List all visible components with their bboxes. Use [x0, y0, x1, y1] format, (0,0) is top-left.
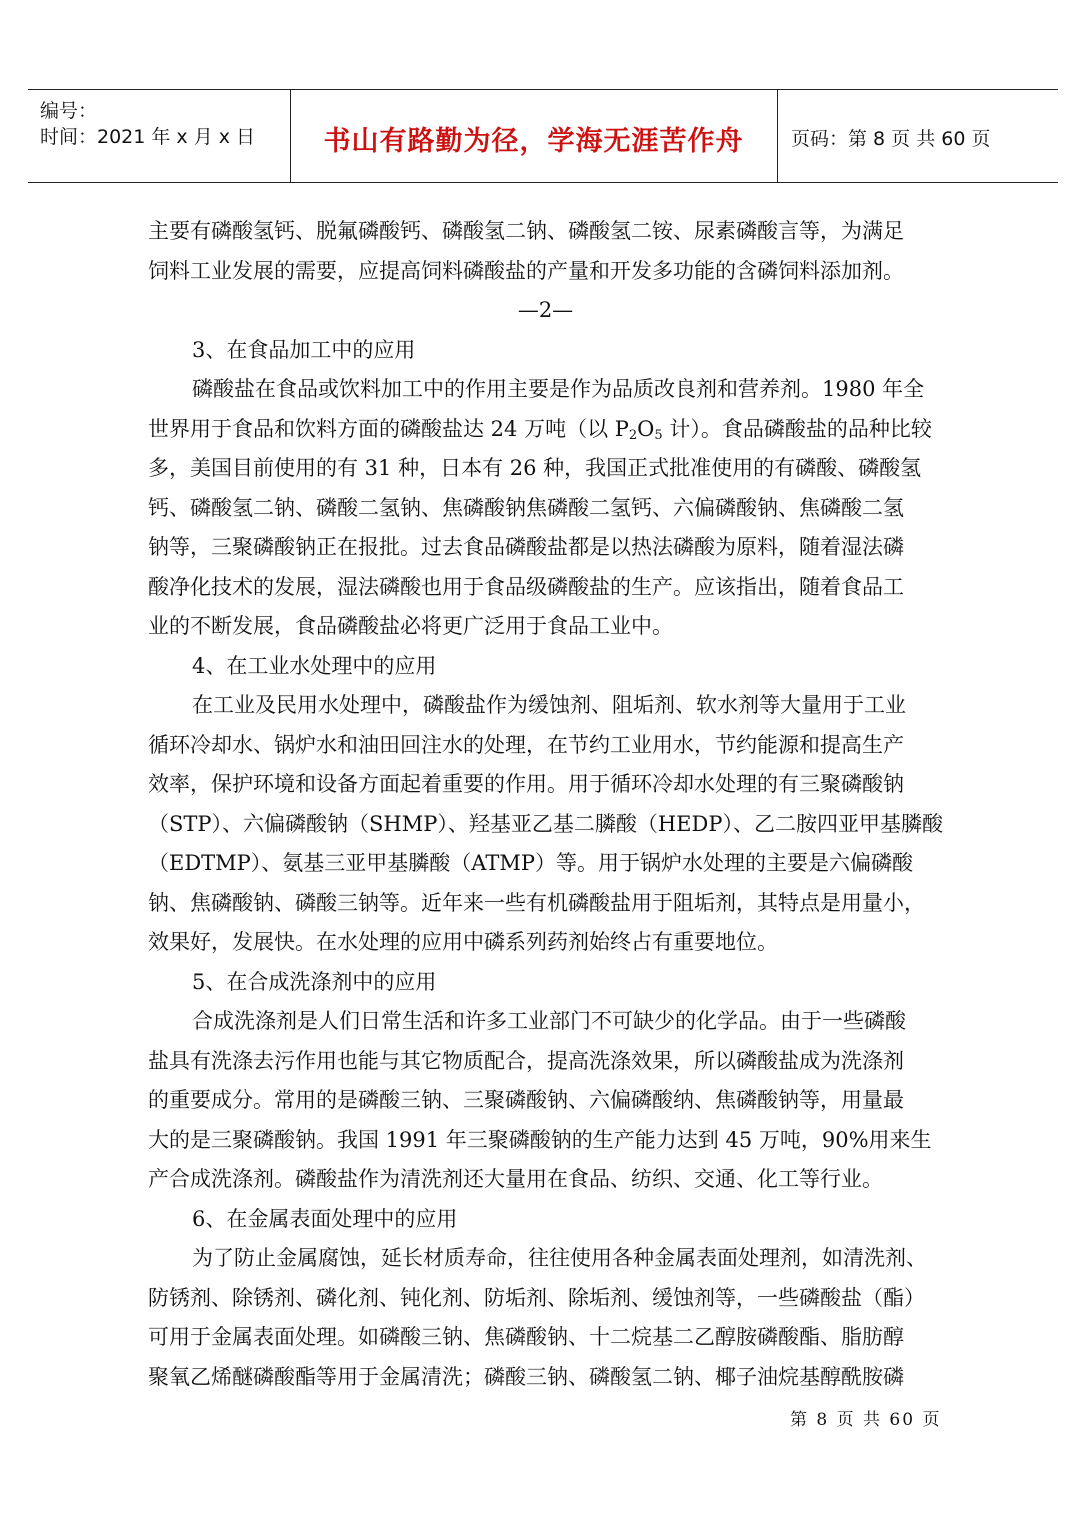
- header-info-cell: [28, 90, 291, 182]
- body-line: 效率，保护环境和设备方面起着重要的作用。用于循环冷却水处理的有三聚磷酸钠: [148, 772, 904, 796]
- body-line: 为了防止金属腐蚀，延长材质寿命，往往使用各种金属表面处理剂，如清洗剂、: [192, 1246, 927, 1270]
- body-line: 主要有磷酸氢钙、脱氟磷酸钙、磷酸氢二钠、磷酸氢二铵、尿素磷酸言等，为满足: [148, 219, 904, 243]
- document-time-label: 时间：2021 年 x 月 x 日: [40, 126, 256, 148]
- body-line: 大的是三聚磷酸钠。我国 1991 年三聚磷酸钠的生产能力达到 45 万吨，90%用来生: [148, 1127, 932, 1152]
- body-line: 饲料工业发展的需要，应提高饲料磷酸盐的产量和开发多功能的含磷饲料添加剂。: [148, 258, 904, 283]
- section-heading: 3、在食品加工中的应用: [192, 337, 416, 362]
- body-line: 多，美国目前使用的有 31 种，日本有 26 种，我国正式批准使用的有磷酸、磷酸氢: [148, 456, 922, 480]
- header-motto: 书山有路勤为径，学海无涯苦作舟: [323, 126, 744, 157]
- body-line: 防锈剂、除锈剂、磷化剂、钝化剂、防垢剂、除垢剂、缓蚀剂等，一些磷酸盐（酯）: [148, 1285, 925, 1310]
- formula-suffix: 计）。食品磷酸盐的品种比较: [662, 416, 932, 441]
- body-line: 钠、焦磷酸钠、磷酸三钠等。近年来一些有机磷酸盐用于阻垢剂，其特点是用量小，: [148, 890, 925, 915]
- body-line: 钙、磷酸氢二钠、磷酸二氢钠、焦磷酸钠焦磷酸二氢钙、六偏磷酸钠、焦磷酸二氢: [148, 495, 904, 520]
- body-line: 业的不断发展，食品磷酸盐必将更广泛用于食品工业中。: [148, 614, 673, 638]
- formula-subscript: 5: [654, 427, 663, 443]
- body-line: （EDTMP）、氨基三亚甲基膦酸（ATMP）等。用于锅炉水处理的主要是六偏磷酸: [148, 851, 913, 875]
- body-line: 产合成洗涤剂。磷酸盐作为清洗剂还大量用在食品、纺织、交通、化工等行业。: [148, 1167, 883, 1191]
- body-line: 可用于金属表面处理。如磷酸三钠、焦磷酸钠、十二烷基二乙醇胺磷酸酯、脂肪醇: [148, 1325, 904, 1349]
- body-line: 磷酸盐在食品或饮料加工中的作用主要是作为品质改良剂和营养剂。1980 年全: [192, 377, 925, 401]
- document-number-label: 编号：: [40, 100, 98, 122]
- body-line: 酸净化技术的发展，湿法磷酸也用于食品级磷酸盐的生产。应该指出，随着食品工: [148, 574, 904, 599]
- header-motto-cell: [290, 90, 778, 182]
- body-line: 钠等，三聚磷酸钠正在报批。过去食品磷酸盐都是以热法磷酸为原料，随着湿法磷: [148, 535, 904, 559]
- formula-prefix: 世界用于食品和饮料方面的磷酸盐达 24 万吨（以 P: [148, 416, 629, 441]
- body-line: 在工业及民用水处理中，磷酸盐作为缓蚀剂、阻垢剂、软水剂等大量用于工业: [192, 693, 906, 717]
- body-line: 循环冷却水、锅炉水和油田回注水的处理，在节约工业用水，节约能源和提高生产: [148, 732, 904, 757]
- section-heading: 5、在合成洗涤剂中的应用: [192, 969, 437, 994]
- body-line-formula: [148, 410, 943, 450]
- header-page-cell: [777, 90, 1058, 182]
- body-line: 盐具有洗涤去污作用也能与其它物质配合，提高洗涤效果，所以磷酸盐成为洗涤剂: [148, 1048, 904, 1073]
- document-body: [148, 212, 943, 1397]
- header-page-info: 页码：第 8 页 共 60 页: [791, 128, 991, 150]
- body-line: （STP）、六偏磷酸钠（SHMP）、羟基亚乙基二膦酸（HEDP）、乙二胺四亚甲基膦酸: [148, 811, 943, 836]
- body-line: 聚氧乙烯醚磷酸酯等用于金属清洗；磷酸三钠、磷酸氢二钠、椰子油烷基醇酰胺磷: [148, 1364, 904, 1389]
- page-footer: 第 8 页 共 60 页: [790, 1410, 942, 1430]
- body-line: 效果好，发展快。在水处理的应用中磷系列药剂始终占有重要地位。: [148, 930, 778, 954]
- formula-subscript: 2: [628, 427, 638, 443]
- page-header: [28, 89, 1058, 183]
- formula-mid: O: [637, 416, 655, 441]
- section-page-marker: —2—: [517, 298, 574, 322]
- section-heading: 6、在金属表面处理中的应用: [192, 1206, 458, 1231]
- section-heading: 4、在工业水处理中的应用: [192, 653, 437, 678]
- body-line: 合成洗涤剂是人们日常生活和许多工业部门不可缺少的化学品。由于一些磷酸: [192, 1009, 906, 1033]
- body-line: 的重要成分。常用的是磷酸三钠、三聚磷酸钠、六偏磷酸纳、焦磷酸钠等，用量最: [148, 1088, 904, 1112]
